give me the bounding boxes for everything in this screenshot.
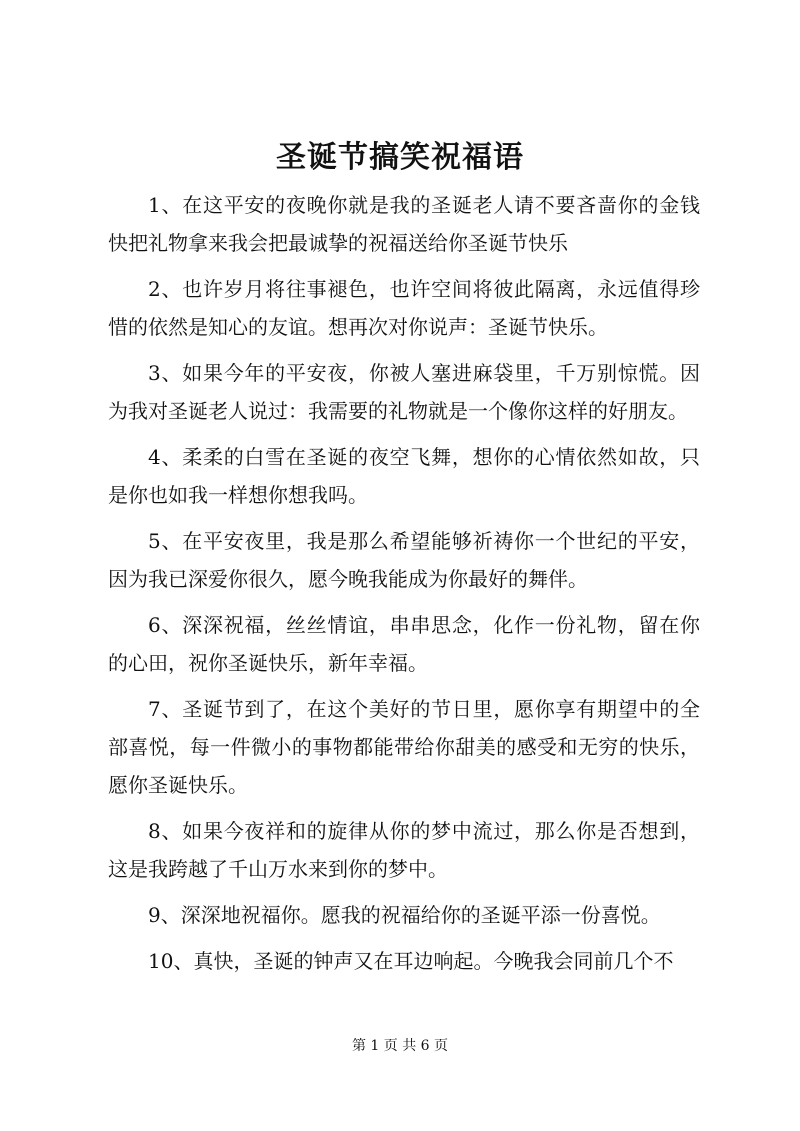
paragraph-1: 1、在这平安的夜晚你就是我的圣诞老人请不要吝啬你的金钱快把礼物拿来我会把最诚挚的祝福送给你圣诞节快乐	[108, 193, 700, 255]
paragraph-10: 10、真快，圣诞的钟声又在耳边响起。今晚我会同前几个不	[148, 949, 674, 973]
paragraph-7: 7、圣诞节到了，在这个美好的节日里，愿你享有期望中的全部喜悦，每一件微小的事物都能带给你甜美的感受和无穷的快乐，愿你圣诞快乐。	[108, 697, 700, 797]
paragraph-2: 2、也许岁月将往事褪色，也许空间将彼此隔离，永远值得珍惜的依然是知心的友谊。想再次对你说声：圣诞节快乐。	[108, 277, 700, 339]
paragraph-3: 3、如果今年的平安夜，你被人塞进麻袋里，千万别惊慌。因为我对圣诞老人说过：我需要的礼物就是一个像你这样的好朋友。	[108, 361, 700, 423]
paragraph-4: 4、柔柔的白雪在圣诞的夜空飞舞，想你的心情依然如故，只是你也如我一样想你想我吗。	[108, 445, 700, 507]
paragraph-8: 8、如果今夜祥和的旋律从你的梦中流过，那么你是否想到，这是我跨越了千山万水来到你的梦中。	[108, 819, 700, 881]
paragraph-9: 9、深深地祝福你。愿我的祝福给你的圣诞平添一份喜悦。	[148, 903, 661, 927]
page-number-footer: 第 1 页 共 6 页	[351, 1038, 449, 1054]
document-title: 圣诞节搞笑祝福语	[276, 140, 524, 175]
document-body	[108, 186, 700, 988]
paragraph-5: 5、在平安夜里，我是那么希望能够祈祷你一个世纪的平安，因为我已深爱你很久，愿今晚我能成为你最好的舞伴。	[108, 529, 700, 591]
paragraph-6: 6、深深祝福，丝丝情谊，串串思念，化作一份礼物，留在你的心田，祝你圣诞快乐，新年幸福。	[108, 613, 700, 675]
